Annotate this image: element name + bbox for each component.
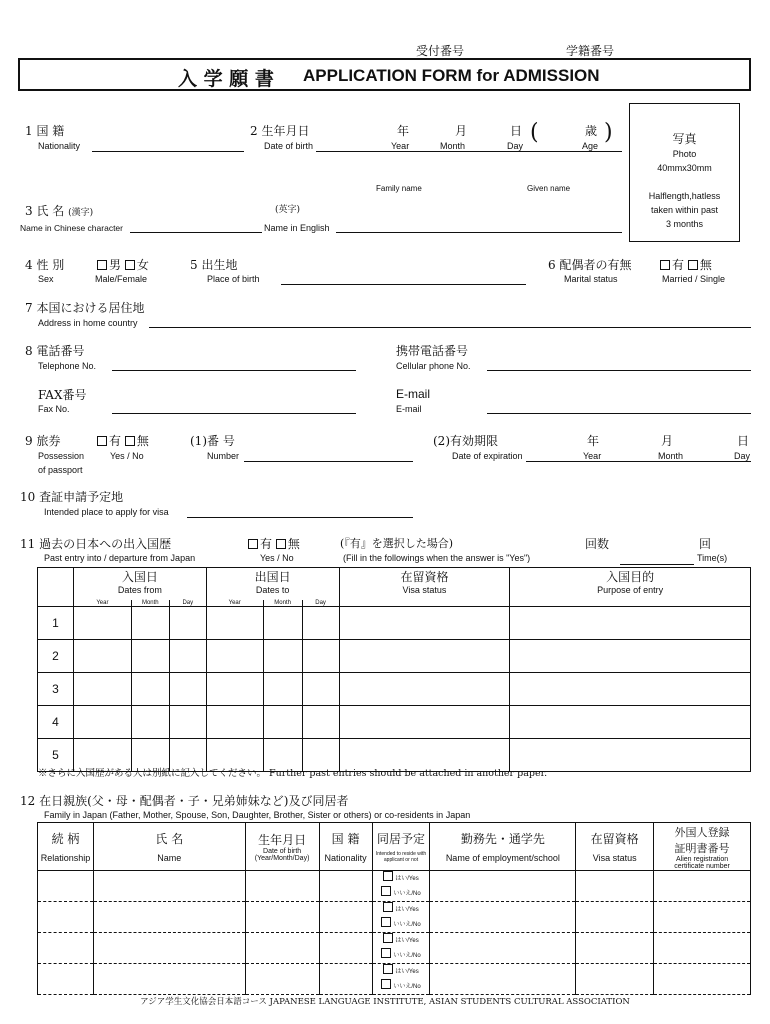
cell[interactable] — [38, 933, 94, 964]
no-option[interactable] — [373, 917, 430, 932]
address-label: Address in home country — [38, 318, 138, 328]
dates-from-jp: 入国日 — [121, 570, 158, 584]
married-label: 有 — [672, 258, 685, 272]
telephone-label-jp: 8 電話番号 — [25, 344, 85, 358]
coresidence-jp: 同居予定 — [376, 832, 425, 846]
name-col-en: Name — [157, 853, 182, 863]
married-checkbox[interactable] — [660, 260, 670, 270]
from-day: Day — [169, 600, 206, 607]
to-year: Year — [206, 600, 263, 607]
cell[interactable] — [245, 871, 319, 902]
past-entry-no-checkbox[interactable] — [276, 539, 286, 549]
cell[interactable] — [510, 639, 751, 672]
nationality-header — [319, 823, 372, 871]
cellphone-field[interactable] — [487, 370, 751, 371]
cell[interactable] — [576, 871, 654, 902]
cell[interactable] — [131, 672, 169, 705]
visa-status-jp: 在留資格 — [400, 570, 449, 584]
table-row — [38, 705, 751, 738]
name-label-jp — [25, 202, 93, 219]
email-label: E-mail — [396, 404, 422, 414]
purpose-jp: 入国目的 — [606, 570, 655, 584]
male-checkbox[interactable] — [97, 260, 107, 270]
cell[interactable] — [169, 705, 206, 738]
row-number: 4 — [38, 705, 74, 738]
single-label: 無 — [699, 258, 712, 272]
nationality-field[interactable] — [92, 151, 244, 152]
yes-label: はい/Yes — [395, 969, 419, 975]
no-option[interactable] — [373, 979, 430, 994]
female-label: 女 — [136, 258, 149, 272]
photo-label: Photo — [672, 149, 697, 159]
yes-label: はい/Yes — [395, 876, 419, 882]
cell[interactable] — [510, 672, 751, 705]
alien-en2: certificate number — [674, 862, 730, 870]
receipt-number-label: 受付番号 — [416, 44, 465, 58]
past-entry-yes-checkbox[interactable] — [248, 539, 258, 549]
marital-label-jp: 6 配偶者の有無 — [548, 258, 632, 272]
visa-place-label-jp: 10 査証申請予定地 — [20, 490, 124, 504]
nationality-col-jp: 国 籍 — [331, 832, 360, 846]
nationality-col-en: Nationality — [324, 853, 367, 863]
photo-box[interactable] — [629, 103, 740, 242]
birthplace-label: Place of birth — [207, 274, 260, 284]
age-paren-open: ( — [530, 120, 539, 145]
yes-option[interactable] — [373, 933, 430, 948]
photo-req-2: taken within past — [650, 205, 719, 215]
past-entries-table — [37, 567, 751, 772]
yes-checkbox[interactable] — [383, 964, 393, 974]
birthplace-field[interactable] — [281, 284, 526, 285]
purpose-en: Purpose of entry — [597, 585, 664, 595]
employment-header — [430, 823, 576, 871]
cell[interactable] — [339, 672, 510, 705]
cell[interactable] — [339, 705, 510, 738]
visa-en: Visa status — [592, 853, 637, 863]
coresidence-en1: Intended to reside with — [375, 851, 427, 857]
no-option[interactable] — [373, 886, 430, 901]
no-label: いいえ/No — [393, 984, 421, 990]
no-checkbox[interactable] — [381, 948, 391, 958]
passport-number-label: Number — [207, 451, 240, 461]
cell[interactable] — [206, 639, 263, 672]
yes-checkbox[interactable] — [383, 871, 393, 881]
dates-to-header — [206, 568, 339, 600]
no-label: いいえ/No — [393, 891, 421, 897]
visa-place-field[interactable] — [187, 517, 413, 518]
cell[interactable] — [169, 639, 206, 672]
passport-expiry-label: Date of expiration — [452, 451, 523, 461]
alien-jp1: 外国人登録 — [674, 825, 730, 839]
expiry-day: Day — [734, 451, 751, 461]
name-english-field[interactable] — [336, 232, 622, 233]
cell[interactable] — [319, 964, 372, 995]
yes-label: はい/Yes — [395, 938, 419, 944]
alien-jp2: 証明書番号 — [674, 841, 730, 855]
cell[interactable] — [319, 933, 372, 964]
times-unit-jp: 回 — [699, 537, 712, 551]
visa-status-en: Visa status — [402, 585, 447, 595]
dates-from-header — [73, 568, 206, 600]
employment-en: Name of employment/school — [445, 853, 560, 863]
sex-options-jp — [97, 256, 149, 273]
name-header — [93, 823, 245, 871]
expiry-year-jp: 年 — [587, 434, 600, 448]
yes-checkbox[interactable] — [383, 933, 393, 943]
cell[interactable] — [206, 672, 263, 705]
cell[interactable] — [38, 964, 94, 995]
relationship-jp: 続 柄 — [51, 832, 80, 846]
passport-label-1: Possession — [38, 451, 85, 461]
cell[interactable] — [93, 964, 245, 995]
from-month: Month — [131, 600, 169, 607]
name-col-jp: 氏 名 — [155, 832, 184, 846]
dob-col-en1: Date of birth — [263, 848, 302, 855]
cell[interactable] — [169, 672, 206, 705]
cell[interactable] — [131, 705, 169, 738]
passport-label-jp: 9 旅券 — [25, 434, 61, 448]
telephone-label: Telephone No. — [38, 361, 97, 371]
past-entry-label: Past entry into / departure from Japan — [44, 553, 196, 563]
cell[interactable] — [206, 705, 263, 738]
cell[interactable] — [131, 606, 169, 639]
male-label: 男 — [109, 258, 122, 272]
cell[interactable] — [430, 933, 576, 964]
dob-label-jp: 2 生年月日 — [250, 124, 310, 138]
cell[interactable] — [654, 902, 751, 933]
dob-year: Year — [391, 141, 410, 151]
dob-day: Day — [507, 141, 524, 151]
no-checkbox[interactable] — [381, 917, 391, 927]
cell[interactable] — [430, 964, 576, 995]
row-number: 2 — [38, 639, 74, 672]
entries-header-no — [38, 568, 74, 607]
age-paren-close: ) — [604, 120, 613, 145]
cell[interactable] — [576, 964, 654, 995]
cellphone-label-jp: 携帯電話番号 — [396, 344, 469, 358]
times-label-jp: 回数 — [585, 537, 610, 551]
expiry-year: Year — [583, 451, 602, 461]
marital-options-en: Married / Single — [662, 274, 726, 284]
nationality-label-jp: 1 国 籍 — [25, 124, 65, 138]
yes-option[interactable] — [373, 902, 430, 917]
fax-label: Fax No. — [38, 404, 70, 414]
sex-label: Sex — [38, 274, 54, 284]
table-row — [38, 871, 751, 902]
passport-yes-label: 有 — [109, 434, 122, 448]
cell[interactable] — [510, 606, 751, 639]
email-field[interactable] — [487, 413, 751, 414]
cell[interactable] — [73, 705, 131, 738]
dob-header — [245, 823, 319, 871]
cell[interactable] — [169, 606, 206, 639]
name-label-jp-sub: (漢字) — [68, 208, 94, 218]
entries-footnote: ※さらに入国歴がある人は別紙に記入してください。 Further past entries should be attached in another paper. — [38, 768, 548, 779]
cell[interactable] — [302, 606, 339, 639]
cell[interactable] — [319, 871, 372, 902]
sex-label-jp: 4 性 別 — [25, 258, 65, 272]
given-name-hint: Given name — [527, 184, 571, 193]
cell[interactable] — [263, 705, 302, 738]
visa-status-header — [339, 568, 510, 607]
dob-year-jp: 年 — [397, 124, 410, 138]
marital-label: Marital status — [564, 274, 618, 284]
photo-label-jp: 写真 — [672, 132, 697, 146]
dob-label: Date of birth — [264, 141, 314, 151]
past-entry-note-jp: (『有』を選択した場合) — [340, 537, 454, 550]
dob-field[interactable] — [316, 151, 622, 152]
visa-header — [576, 823, 654, 871]
passport-yes-checkbox[interactable] — [97, 436, 107, 446]
passport-no-checkbox[interactable] — [125, 436, 135, 446]
family-name-hint: Family name — [376, 184, 422, 193]
photo-size: 40mmx30mm — [657, 163, 712, 173]
alien-en1: Alien registration — [675, 855, 729, 863]
cell[interactable] — [263, 639, 302, 672]
expiry-month: Month — [658, 451, 684, 461]
address-label-jp: 7 本国における居住地 — [25, 301, 145, 315]
no-checkbox[interactable] — [381, 979, 391, 989]
age-label: Age — [582, 141, 599, 151]
to-day: Day — [302, 600, 339, 607]
past-entry-options-jp — [248, 535, 300, 552]
dates-from-en: Dates from — [117, 585, 162, 595]
passport-yn: Yes / No — [110, 451, 144, 461]
cell[interactable] — [73, 639, 131, 672]
telephone-field[interactable] — [112, 370, 356, 371]
dob-month: Month — [440, 141, 466, 151]
passport-label-2: of passport — [38, 465, 83, 475]
fax-field[interactable] — [112, 413, 356, 414]
coresidence-en2: applicant or not — [383, 857, 419, 863]
family-table — [37, 822, 751, 995]
table-row — [38, 964, 751, 995]
single-checkbox[interactable] — [688, 260, 698, 270]
dob-col-en2: (Year/Month/Day) — [254, 855, 310, 862]
times-label: Time(s) — [697, 553, 728, 563]
cell[interactable] — [245, 964, 319, 995]
title-jp: 入 学 願 書 — [178, 68, 274, 90]
name-chinese-field[interactable] — [130, 232, 262, 233]
past-entry-yn: Yes / No — [260, 553, 294, 563]
expiry-month-jp: 月 — [661, 434, 674, 448]
passport-number-label-jp: (1)番 号 — [190, 434, 235, 448]
photo-req-1: Halflength,hatless — [648, 191, 721, 201]
cell[interactable] — [339, 606, 510, 639]
dates-to-jp: 出国日 — [254, 570, 291, 584]
past-entry-no-label: 無 — [287, 537, 300, 551]
coresidence-cell — [372, 871, 430, 902]
cell[interactable] — [319, 902, 372, 933]
name-label-jp-main: 3 氏 名 — [25, 204, 65, 218]
cell[interactable] — [245, 902, 319, 933]
no-option[interactable] — [373, 948, 430, 963]
times-field[interactable] — [620, 564, 694, 565]
no-label: いいえ/No — [393, 922, 421, 928]
nationality-label: Nationality — [38, 141, 81, 151]
row-number: 1 — [38, 606, 74, 639]
passport-number-field[interactable] — [244, 461, 413, 462]
visa-jp: 在留資格 — [590, 832, 639, 846]
title-en: APPLICATION FORM for ADMISSION — [303, 66, 600, 85]
passport-expiry-label-jp: (2)有効期限 — [433, 434, 498, 448]
title-box — [18, 58, 751, 91]
cell[interactable] — [302, 639, 339, 672]
row-number: 5 — [38, 738, 74, 771]
sex-options-en: Male/Female — [95, 274, 148, 284]
cell[interactable] — [93, 902, 245, 933]
cell[interactable] — [93, 871, 245, 902]
email-label-jp: E-mail — [396, 387, 431, 401]
cell[interactable] — [654, 933, 751, 964]
coresidence-cell — [372, 933, 430, 964]
name-english-label-jp: (英字) — [275, 205, 301, 215]
fax-label-jp: FAX番号 — [38, 388, 87, 402]
dob-col-jp: 生年月日 — [258, 833, 307, 847]
age-label-jp: 歳 — [585, 124, 598, 138]
dates-to-en: Dates to — [255, 585, 290, 595]
cell[interactable] — [576, 902, 654, 933]
cell[interactable] — [263, 672, 302, 705]
no-checkbox[interactable] — [381, 886, 391, 896]
cell[interactable] — [510, 705, 751, 738]
yes-option[interactable] — [373, 964, 430, 979]
dob-day-jp: 日 — [510, 124, 523, 138]
marital-options-jp — [660, 256, 712, 273]
table-row — [38, 639, 751, 672]
table-row — [38, 902, 751, 933]
address-field[interactable] — [149, 327, 751, 328]
cell[interactable] — [339, 639, 510, 672]
coresidence-header — [372, 823, 430, 871]
photo-req-3: 3 months — [665, 219, 704, 229]
student-number-label: 学籍番号 — [566, 44, 615, 58]
cell[interactable] — [430, 902, 576, 933]
table-row — [38, 933, 751, 964]
passport-options-jp — [97, 432, 149, 449]
past-entry-yes-label: 有 — [260, 537, 273, 551]
birthplace-label-jp: 5 出生地 — [190, 258, 238, 272]
cellphone-label: Cellular phone No. — [396, 361, 471, 371]
yes-option[interactable] — [373, 871, 430, 886]
cell[interactable] — [654, 964, 751, 995]
coresidence-cell — [372, 964, 430, 995]
purpose-header — [510, 568, 751, 607]
from-year: Year — [73, 600, 131, 607]
cell[interactable] — [430, 871, 576, 902]
alien-reg-header — [654, 823, 751, 871]
cell[interactable] — [38, 871, 94, 902]
expiry-day-jp: 日 — [737, 434, 750, 448]
row-number: 3 — [38, 672, 74, 705]
cell[interactable] — [576, 933, 654, 964]
cell[interactable] — [93, 933, 245, 964]
cell[interactable] — [206, 606, 263, 639]
passport-no-label: 無 — [136, 434, 149, 448]
table-row — [38, 672, 751, 705]
visa-place-label: Intended place to apply for visa — [44, 507, 169, 517]
dob-month-jp: 月 — [455, 124, 468, 138]
cell[interactable] — [38, 902, 94, 933]
family-label: Family in Japan (Father, Mother, Spouse, Son, Daughter, Brother, Sister or others) or co-residents in Japan — [44, 810, 471, 820]
relationship-header — [38, 823, 94, 871]
no-label: いいえ/No — [393, 953, 421, 959]
past-entry-note: (Fill in the followings when the answer is "Yes") — [343, 553, 531, 563]
past-entry-label-jp: 11 過去の日本への出入国歴 — [20, 537, 172, 551]
cell[interactable] — [73, 606, 131, 639]
cell[interactable] — [245, 933, 319, 964]
female-checkbox[interactable] — [125, 260, 135, 270]
name-english-label: Name in English — [264, 223, 330, 233]
name-chinese-label: Name in Chinese character — [20, 223, 123, 233]
yes-checkbox[interactable] — [383, 902, 393, 912]
cell[interactable] — [302, 705, 339, 738]
cell[interactable] — [302, 672, 339, 705]
table-row — [38, 606, 751, 639]
cell[interactable] — [73, 672, 131, 705]
coresidence-cell — [372, 902, 430, 933]
footer-organization: アジア学生文化協会日本語コース JAPANESE LANGUAGE INSTITUTE, ASIAN STUDENTS CULTURAL ASSOCIATION — [140, 997, 630, 1007]
cell[interactable] — [654, 871, 751, 902]
yes-label: はい/Yes — [395, 907, 419, 913]
to-month: Month — [263, 600, 302, 607]
family-label-jp: 12 在日親族(父・母・配偶者・子・兄弟姉妹など)及び同居者 — [20, 794, 349, 808]
relationship-en: Relationship — [40, 853, 91, 863]
employment-jp: 勤務先・通学先 — [460, 832, 545, 846]
passport-expiry-field[interactable] — [526, 461, 751, 462]
cell[interactable] — [131, 639, 169, 672]
cell[interactable] — [263, 606, 302, 639]
